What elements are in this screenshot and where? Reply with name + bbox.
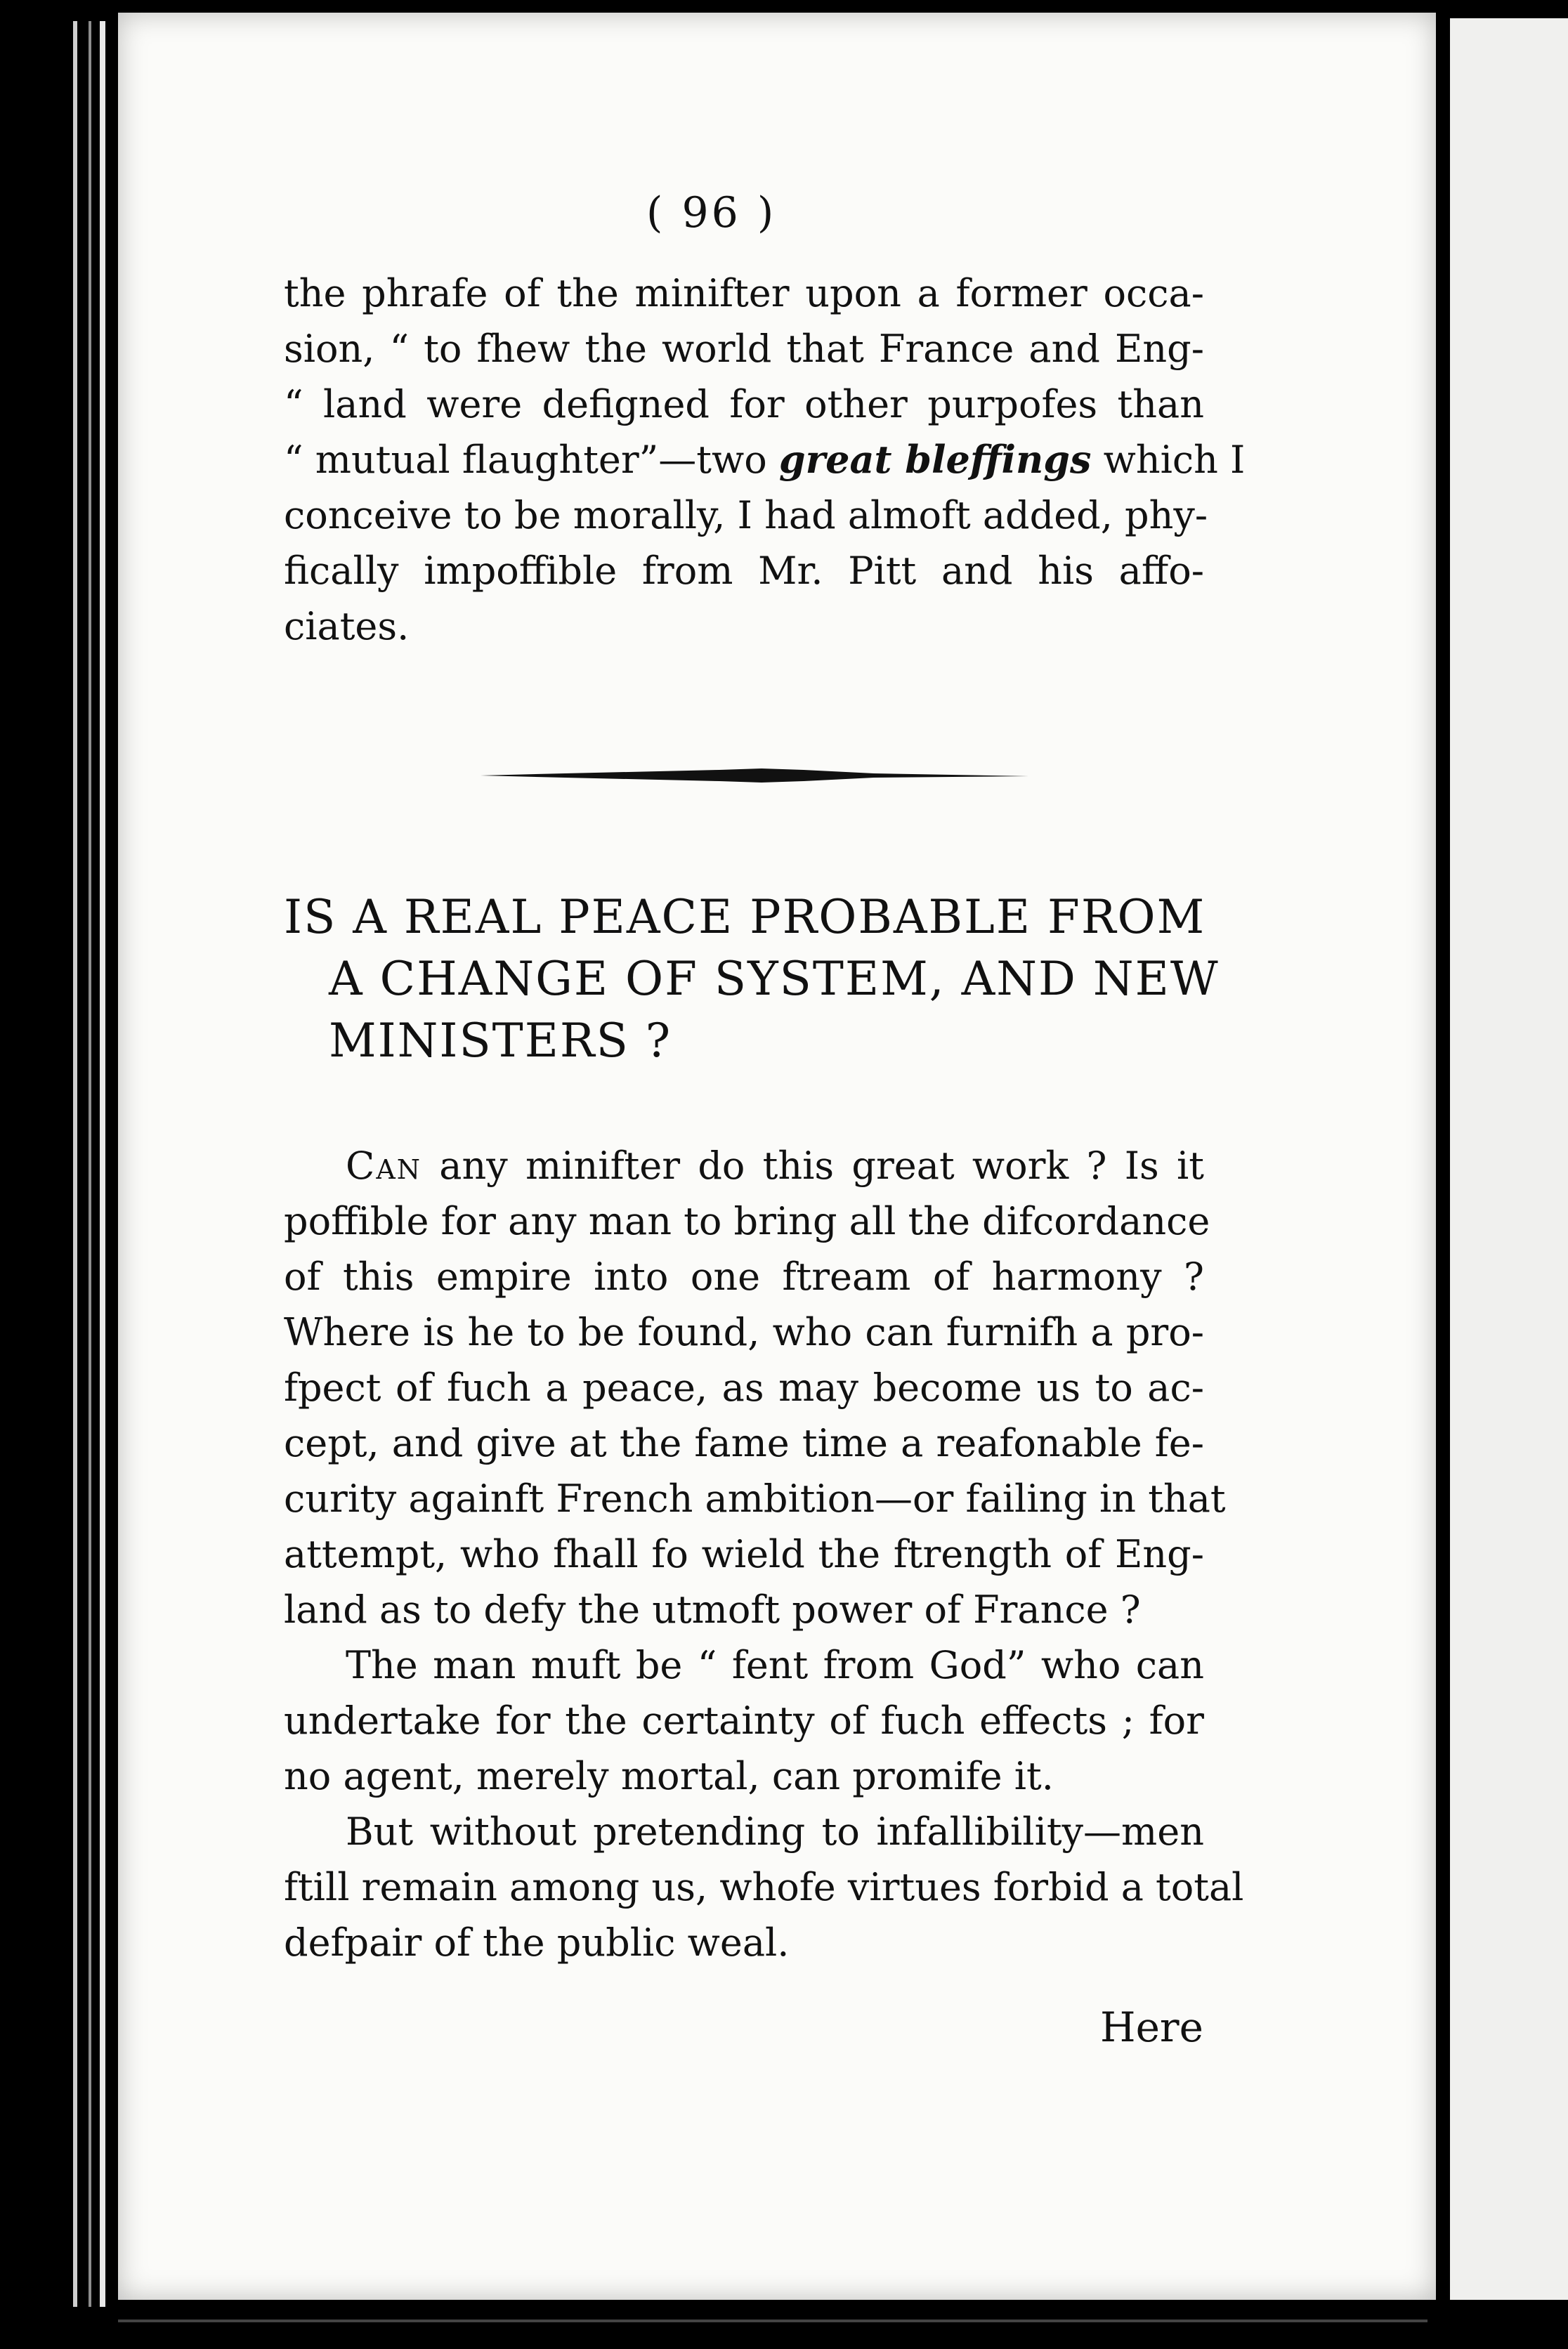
text-segment: which I <box>1103 438 1246 482</box>
text-line: undertake for the certainty of fuch effects ; for <box>284 1699 1204 1743</box>
text-line: But without pretending to infallibility—men <box>346 1810 1204 1854</box>
facing-page-edge <box>1450 18 1568 2301</box>
text-line: of this empire into one ftream of harmony ? <box>284 1255 1204 1299</box>
book-spine <box>0 0 118 2349</box>
italic-phrase: great bleffings <box>778 437 1092 482</box>
text-line: the phrafe of the minifter upon a former occa- <box>284 271 1204 315</box>
page-number: ( 96 ) <box>646 188 777 237</box>
page-gutter <box>1436 0 1450 2349</box>
heading-line: IS A REAL PEACE PROBABLE FROM <box>284 890 1206 944</box>
text-line: cept, and give at the fame time a reafonable fe- <box>284 1421 1204 1465</box>
spine-edge-line <box>89 21 91 2307</box>
text-line-with-italic <box>284 432 1246 488</box>
page-bottom-rule <box>118 2319 1427 2322</box>
bottom-edge <box>118 2300 1568 2349</box>
body-text <box>284 1138 1244 1970</box>
text-segment: any minifter do this great work ? Is it <box>439 1144 1204 1188</box>
catchword: Here <box>1100 2003 1203 2051</box>
text-line: fically impoffible from Mr. Pitt and his affo- <box>284 549 1204 593</box>
text-line: poffible for any man to bring all the difcordance <box>284 1199 1210 1243</box>
heading-line: MINISTERS ? <box>329 1014 672 1068</box>
text-line: ftill remain among us, whofe virtues forbid a total <box>284 1865 1244 1909</box>
lead-word: Can <box>346 1144 422 1188</box>
continued-paragraph <box>284 266 1246 654</box>
heading-line: A CHANGE OF SYSTEM, AND NEW <box>329 952 1220 1006</box>
text-line: “ land were defigned for other purpofes than <box>284 382 1204 426</box>
text-line: conceive to be morally, I had almoft added, phy- <box>284 493 1208 537</box>
text-line: defpair of the public weal. <box>284 1921 790 1965</box>
text-line: attempt, who fhall fo wield the ftrength of Eng- <box>284 1532 1204 1576</box>
text-segment: “ mutual flaughter”—two <box>284 438 767 482</box>
text-line-opening <box>284 1138 1204 1193</box>
spine-edge-line <box>100 21 105 2307</box>
text-line: curity againft French ambition—or failing in that <box>284 1477 1226 1521</box>
section-heading <box>284 886 1220 1072</box>
text-line: no agent, merely mortal, can promife it. <box>284 1754 1054 1798</box>
text-line: The man muft be “ fent from God” who can <box>346 1643 1204 1687</box>
text-line: sion, “ to fhew the world that France and Eng- <box>284 327 1204 371</box>
text-line: Where is he to be found, who can furnifh a pro- <box>284 1310 1204 1354</box>
section-divider-rule <box>481 761 1028 790</box>
text-line: fpect of fuch a peace, as may become us to ac- <box>284 1366 1204 1410</box>
text-line: ciates. <box>284 604 410 648</box>
spine-edge-line <box>73 21 77 2307</box>
text-line: land as to defy the utmoft power of France ? <box>284 1588 1141 1632</box>
